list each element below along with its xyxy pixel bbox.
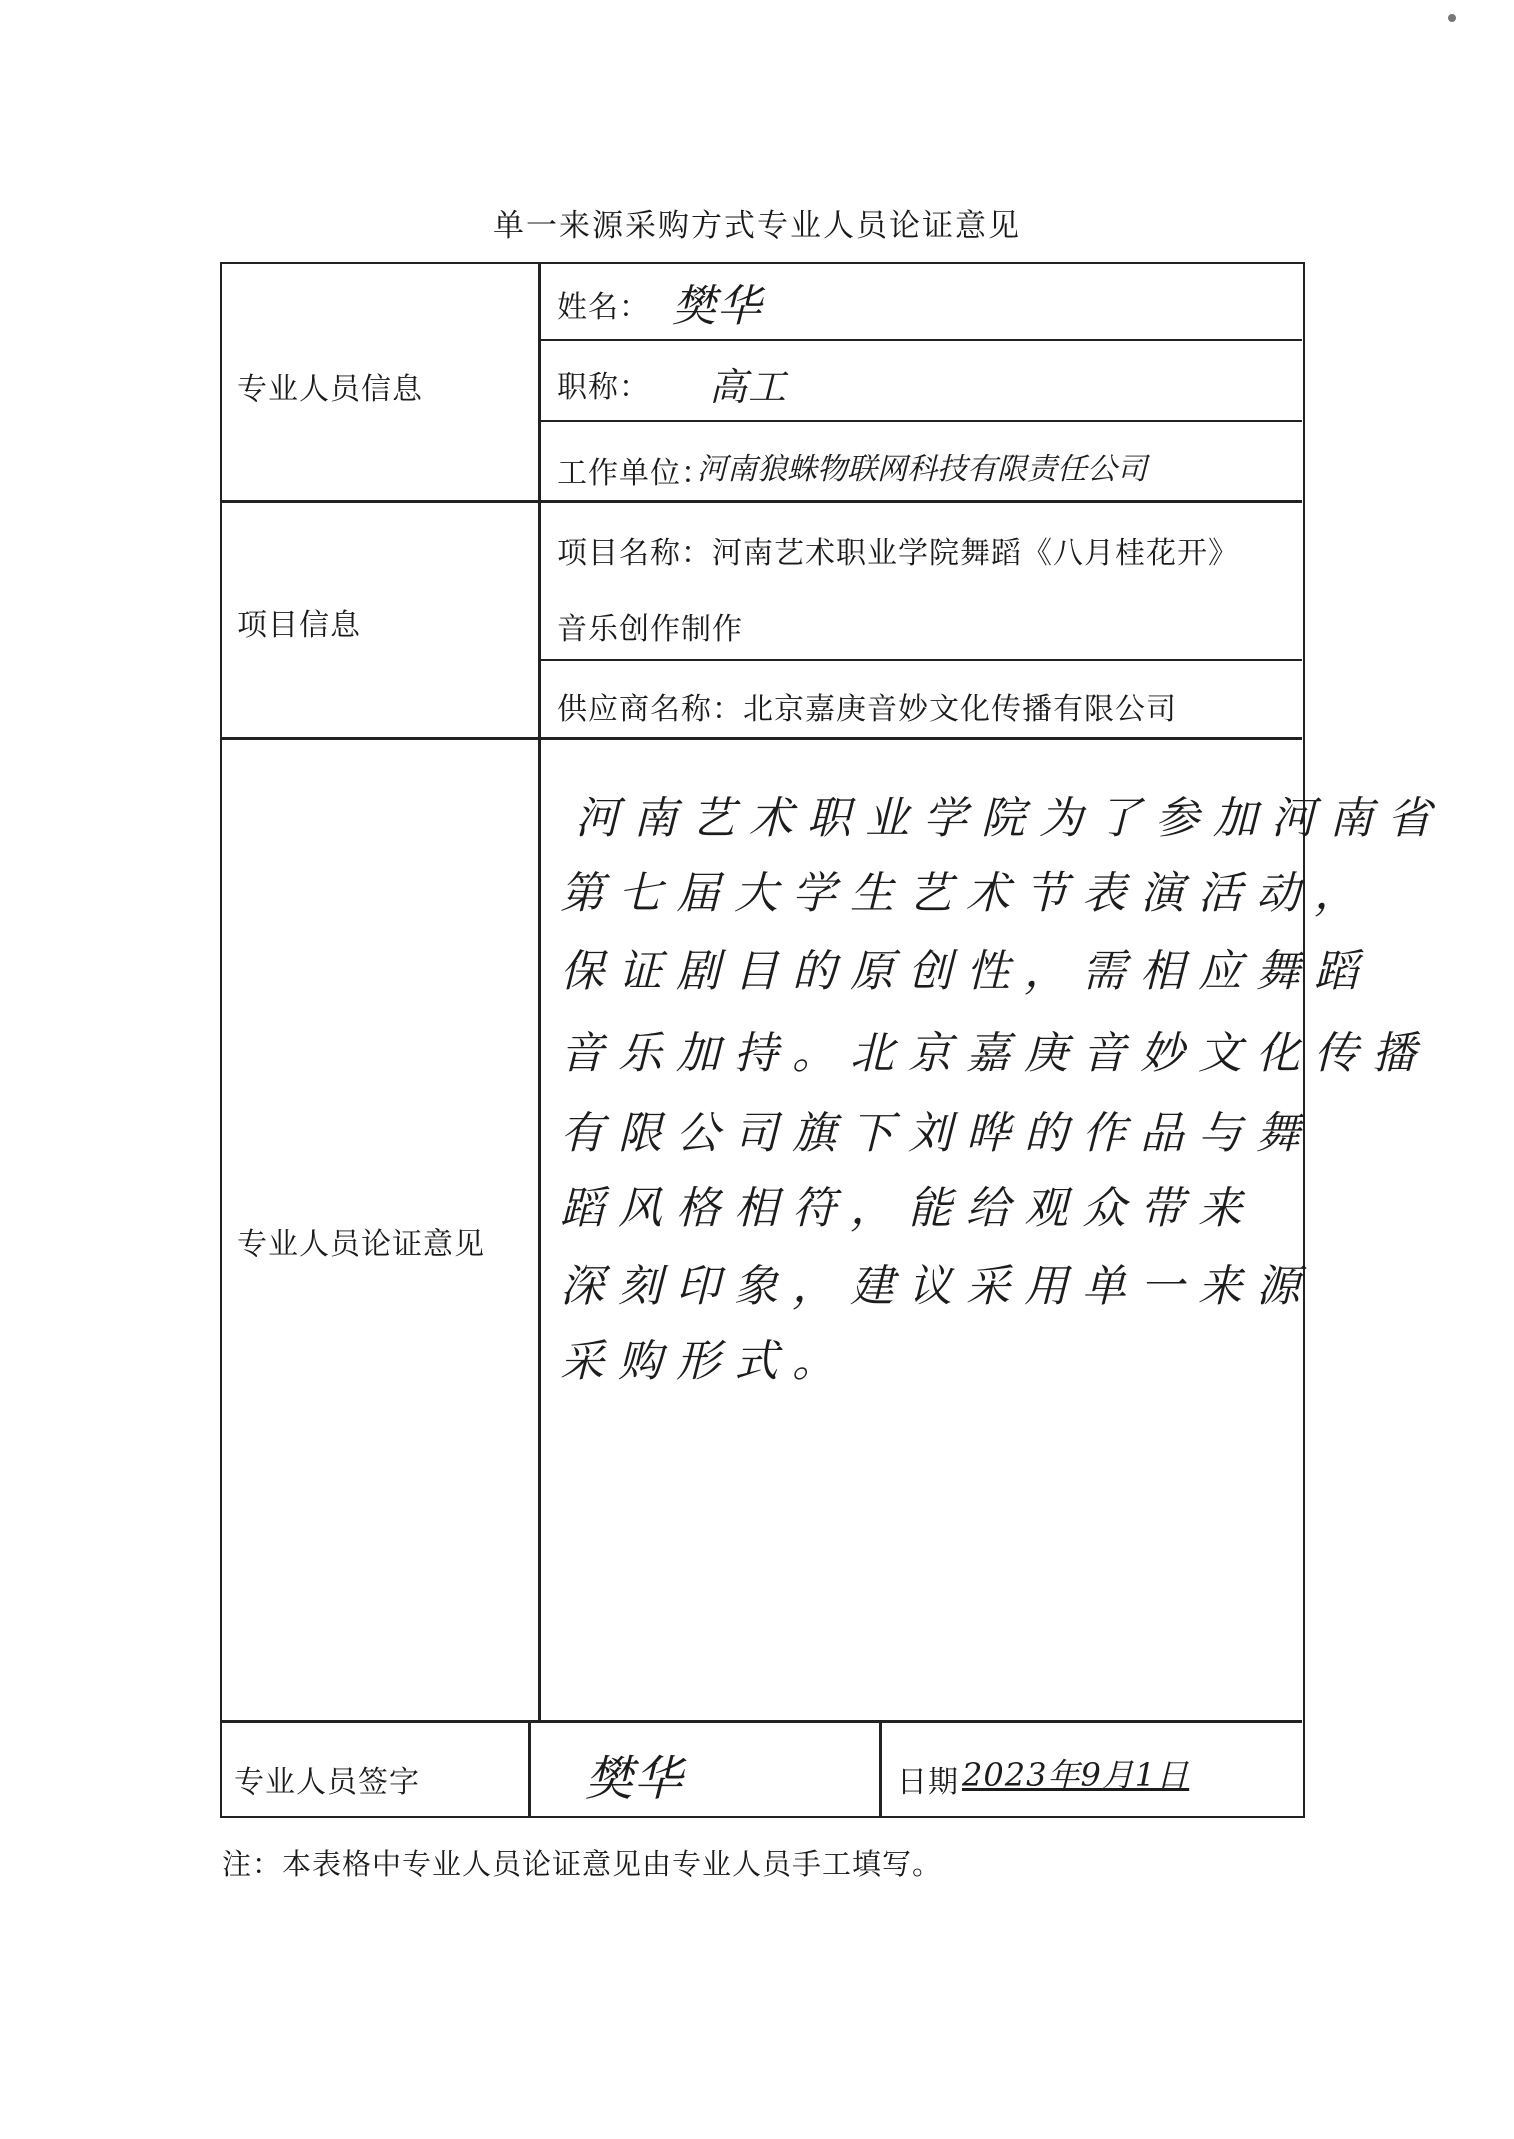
row-divider	[222, 500, 1302, 503]
expert-info-label: 专业人员信息	[237, 372, 423, 407]
opinion-line: 保证剧目的原创性，需相应舞蹈	[560, 946, 1372, 997]
column-divider	[538, 264, 541, 1722]
employer-value: 河南狼蛛物联网科技有限责任公司	[697, 452, 1147, 487]
column-divider	[528, 1720, 531, 1816]
opinion-line: 有限公司旗下刘晔的作品与舞	[560, 1108, 1314, 1159]
project-name-line2: 音乐创作制作	[557, 612, 743, 647]
row-divider	[222, 737, 1302, 740]
opinion-label: 专业人员论证意见	[237, 1227, 485, 1262]
signature-value: 樊华	[585, 1751, 684, 1807]
sub-row-divider	[538, 420, 1302, 422]
scan-mark	[1448, 14, 1456, 22]
project-name-line1: 项目名称：河南艺术职业学院舞蹈《八月桂花开》	[557, 536, 1239, 571]
opinion-line: 深刻印象，建议采用单一来源	[560, 1261, 1314, 1312]
name-value: 樊华	[672, 281, 762, 332]
opinion-line: 采购形式。	[560, 1336, 850, 1387]
date-label: 日期	[897, 1765, 959, 1800]
supplier-line: 供应商名称：北京嘉庚音妙文化传播有限公司	[557, 692, 1177, 727]
sub-row-divider	[538, 659, 1302, 661]
opinion-line: 蹈风格相符，能给观众带来	[560, 1183, 1256, 1234]
job-title-value: 高工	[709, 365, 788, 409]
signature-label: 专业人员签字	[234, 1765, 420, 1800]
footnote: 注：本表格中专业人员论证意见由专业人员手工填写。	[222, 1847, 943, 1881]
column-divider	[879, 1720, 882, 1816]
sub-row-divider	[538, 339, 1302, 341]
name-label: 姓名：	[557, 290, 650, 325]
opinion-line: 第七届大学生艺术节表演活动，	[560, 868, 1372, 919]
row-divider	[222, 1720, 1302, 1723]
page-title: 单一来源采购方式专业人员论证意见	[493, 208, 1021, 244]
project-info-label: 项目信息	[237, 608, 361, 643]
date-value: 2023年9月1日	[962, 1756, 1190, 1794]
opinion-line: 音乐加持。北京嘉庚音妙文化传播	[560, 1028, 1430, 1079]
employer-label: 工作单位：	[557, 456, 712, 491]
opinion-line: 河南艺术职业学院为了参加河南省	[575, 793, 1445, 844]
job-title-label: 职称：	[557, 370, 650, 405]
